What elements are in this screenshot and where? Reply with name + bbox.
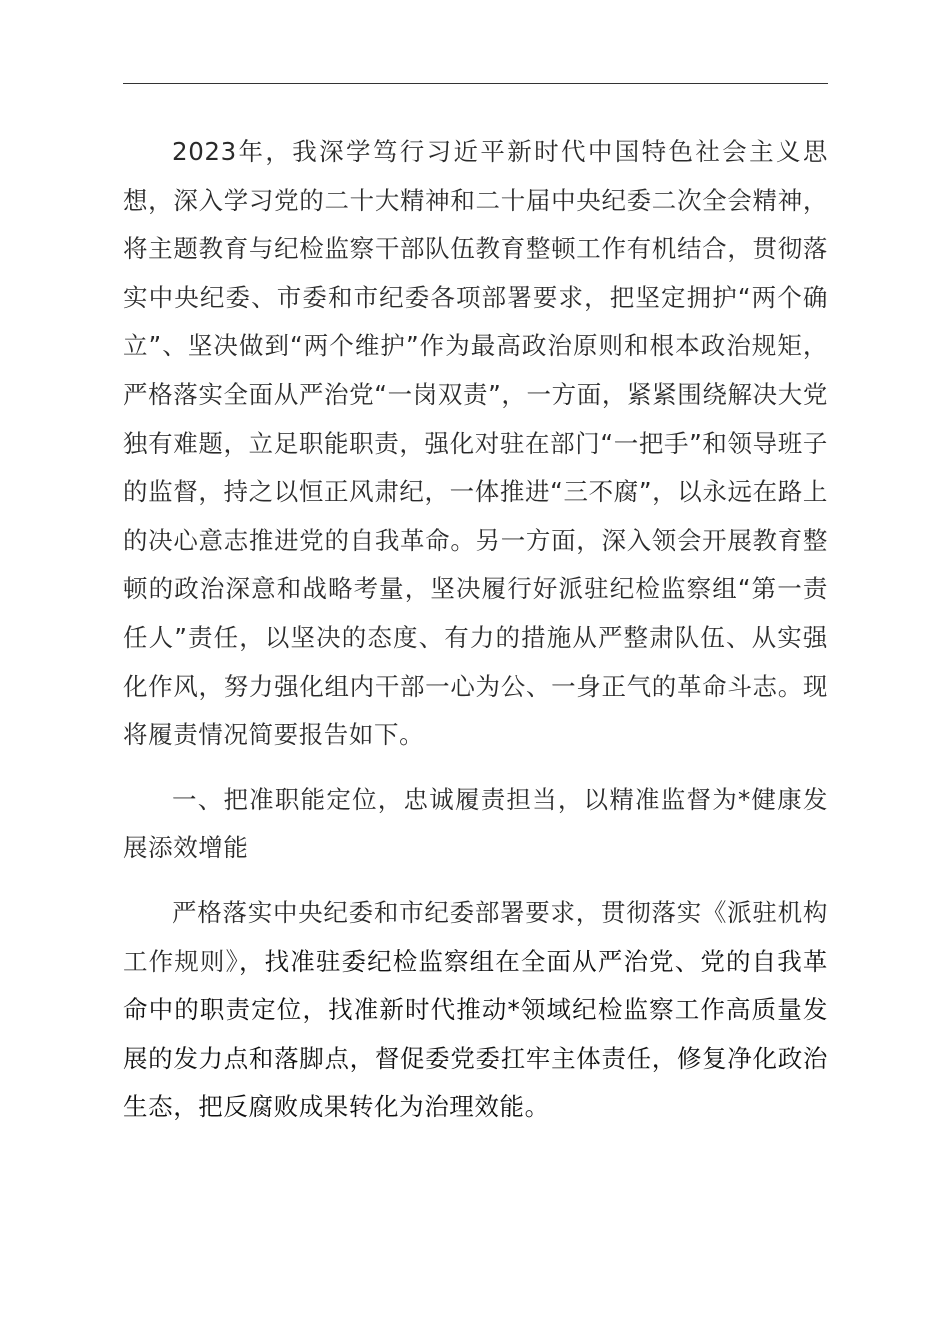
header-rule — [123, 83, 828, 84]
section-heading: 一、把准职能定位，忠诚履责担当，以精准监督为*健康发展添效增能 — [123, 784, 828, 863]
section-body-start: 严格落实中央纪委和市纪委部署要求，贯彻落实《派驻机构工作规则》 — [123, 897, 828, 976]
document-body — [123, 128, 828, 1132]
intro-paragraph: 2023年，我深学笃行习近平新时代中国特色社会主义思想，深入学习党的二十大精神和二十届中央纪委二次全会精神，将主题教育与纪检监察干部队伍教育整顿工作有机结合，贯彻落实中央纪委、市委和市纪委各项部署要求，把坚定拥护“两个确立”、坚决做到“两个维护”作为最高政治原则和根本政治规矩，严格落实全面从严治党“一岗双责”，一方面，紧紧围绕解决大党独有难题，立足职能职责，强化对驻在部门“一把手”和领导班子的监督，持之以恒正风肃纪，一体推进“三不腐”，以永远在路上的决心意志推进党的自我革命。另一方面，深入领会开展教育整顿的政治深意和战略考量，坚决履行好派驻纪检监察组“第一责任人”责任，以坚决的态度、有力的措施从严整肃队伍、从实强化作风，努力强化组内干部一心为公、一身正气的革命斗志。现将履责情况简要报告如下。 — [123, 137, 828, 750]
section-body-paragraph — [123, 889, 828, 1132]
section-body-rest: ，找准驻委纪检监察组在全面从严治党、党的自我革命中的职责定位，找准新时代推动*领域纪检监察工作高质量发展的发力点和落脚点，督促委党委扛牢主体责任，修复净化政治生态，把反腐败成果转化为治理效能。 — [123, 946, 828, 1122]
